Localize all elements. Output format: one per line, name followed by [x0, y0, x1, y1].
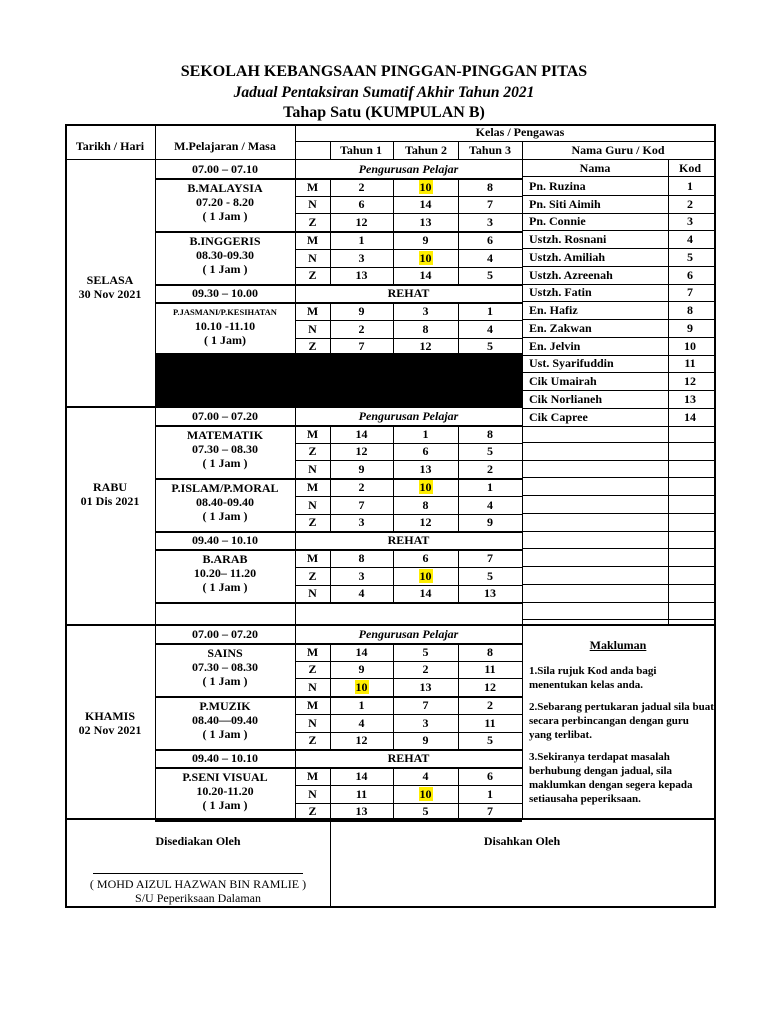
grid-line — [393, 643, 394, 696]
teacher-kod: 14 — [684, 409, 696, 424]
grid-line — [66, 624, 522, 626]
grid-line — [155, 602, 522, 604]
day-rabu — [81, 480, 140, 508]
tahun2-cell: 10 — [419, 568, 432, 583]
subject-line: ( 1 Jam ) — [202, 262, 248, 276]
tahun3-cell: 6 — [487, 232, 493, 247]
class-code: N — [308, 462, 317, 477]
tahun2-cell: 8 — [422, 497, 429, 512]
subject-line: 10.20-11.20 — [196, 784, 254, 798]
tahun2-cell: 10 — [419, 786, 432, 801]
tahun2-cell: 5 — [422, 644, 429, 659]
teacher-name: Cik Capree — [529, 409, 588, 424]
class-code: Z — [308, 568, 317, 583]
session-label: REHAT — [387, 533, 430, 548]
document-title: Jadual Pentaksiran Sumatif Akhir Tahun 2021 — [233, 84, 535, 101]
signature-line — [93, 873, 303, 874]
tahun2-cell: 13 — [419, 680, 432, 695]
tahun3-cell: 7 — [487, 804, 493, 819]
tahun3-cell: 5 — [487, 444, 493, 459]
class-code: Z — [308, 733, 317, 748]
grid-line — [458, 767, 459, 820]
tahun1-cell: 10 — [355, 680, 368, 695]
grid-line — [155, 549, 522, 551]
grid-line — [66, 159, 714, 160]
class-code: Z — [308, 339, 317, 354]
tahun3-cell: 2 — [487, 697, 493, 712]
teacher-name: Ustzh. Rosnani — [529, 232, 607, 247]
grid-line — [295, 141, 714, 142]
grid-line — [155, 425, 522, 427]
class-code: N — [308, 250, 317, 265]
class-code: Z — [308, 215, 317, 230]
tahun2-cell: 14 — [419, 268, 432, 283]
subject-line: ( 1 Jam ) — [202, 509, 248, 523]
teacher-kod: 7 — [687, 285, 693, 300]
tahun3-cell: 5 — [487, 268, 493, 283]
subject-line: MATEMATIK — [186, 427, 264, 442]
session-label: REHAT — [387, 751, 430, 766]
tahun1-cell: 1 — [358, 697, 365, 712]
tahun3-cell: 4 — [487, 497, 493, 512]
tahun1-cell: 9 — [358, 662, 365, 677]
subject-line: P.MUZIK — [199, 699, 251, 713]
class-code: M — [306, 550, 319, 565]
tahun1-cell: 1 — [358, 232, 365, 247]
class-code: N — [308, 715, 317, 730]
col-guru-header: Nama Guru / Kod — [571, 143, 665, 157]
day-name: RABU — [92, 480, 128, 494]
session-time: 07.00 – 07.10 — [192, 161, 258, 176]
grid-line — [522, 213, 714, 214]
grid-line — [330, 141, 331, 159]
class-code: M — [306, 426, 319, 441]
tahun2-cell: 4 — [422, 768, 429, 783]
tahun2-cell: 1 — [422, 426, 429, 441]
tahun3-cell: 5 — [487, 733, 493, 748]
teacher-kod: 9 — [687, 320, 693, 335]
teacher-name: En. Zakwan — [529, 320, 592, 335]
grid-line — [522, 230, 714, 231]
grid-line — [522, 584, 714, 585]
tahun1-cell: 6 — [358, 197, 365, 212]
tahun3-cell: 6 — [487, 768, 493, 783]
grid-line — [393, 141, 394, 159]
class-code: N — [308, 586, 317, 601]
grid-line — [330, 549, 331, 602]
grid-line — [458, 141, 459, 159]
session-label: Pengurusan Pelajar — [358, 626, 459, 641]
subject-line: 10.10 -11.10 — [194, 319, 256, 333]
tahun3-cell: 13 — [484, 586, 496, 601]
grid-line — [330, 178, 331, 231]
tahun1-cell: 12 — [355, 733, 368, 748]
grid-line — [522, 372, 714, 373]
grid-line — [522, 602, 714, 603]
tahun1-cell: 3 — [358, 568, 365, 583]
subject-line: 08.40—09.40 — [192, 713, 258, 727]
subject-line: ( 1 Jam ) — [202, 455, 248, 470]
teacher-name: Ustzh. Amiliah — [529, 249, 606, 264]
class-code: M — [306, 232, 319, 247]
tahun3-cell: 1 — [487, 303, 493, 318]
grid-line — [393, 425, 394, 478]
subject-line: P.JASMANI/P.KESIHATAN — [173, 307, 277, 317]
grid-line — [393, 178, 394, 231]
tahun3-cell: 8 — [487, 644, 493, 659]
tahun1-cell: 7 — [358, 497, 365, 512]
tahun1-cell: 7 — [358, 339, 365, 354]
tahun2-cell: 10 — [419, 250, 432, 265]
subject-line: SAINS — [207, 645, 243, 660]
grid-line — [155, 302, 522, 304]
grid-line — [393, 478, 394, 531]
subject-line: B.INGGERIS — [189, 234, 261, 248]
col-nama-header: Nama — [579, 161, 611, 175]
class-code: N — [308, 197, 317, 212]
session-label: REHAT — [387, 286, 430, 301]
class-code: Z — [308, 268, 317, 283]
tahun2-cell: 10 — [419, 179, 432, 194]
teacher-name: Cik Norlianeh — [529, 391, 603, 406]
grid-line — [155, 478, 522, 480]
col-kelas-header: Kelas / Pengawas — [475, 125, 565, 139]
grid-line — [393, 549, 394, 602]
class-code: Z — [308, 804, 317, 819]
class-code: M — [306, 768, 319, 783]
teacher-name: Ustzh. Fatin — [529, 285, 592, 300]
day-name: KHAMIS — [84, 709, 136, 723]
school-name: SEKOLAH KEBANGSAAN PINGGAN-PINGGAN PITAS — [180, 63, 588, 80]
tahun3-cell: 1 — [487, 786, 493, 801]
teacher-kod: 3 — [687, 214, 693, 229]
grid-line — [522, 266, 714, 267]
tahun2-cell: 2 — [422, 662, 429, 677]
grid-line — [668, 424, 669, 624]
grid-line — [522, 284, 714, 285]
teacher-kod: 12 — [684, 374, 696, 389]
class-code: Z — [308, 444, 317, 459]
tahun3-cell: 5 — [487, 568, 493, 583]
tahun1-cell: 2 — [358, 321, 365, 336]
grid-line — [458, 231, 459, 284]
grid-line — [522, 619, 714, 620]
class-code: M — [306, 697, 319, 712]
subject-line: ( 1 Jam ) — [202, 727, 248, 741]
tahun2-cell: 10 — [419, 479, 432, 494]
grid-line — [155, 696, 522, 698]
tahun1-cell: 13 — [355, 804, 368, 819]
tahun3-cell: 5 — [487, 339, 493, 354]
teacher-name: En. Hafiz — [529, 303, 578, 318]
grid-line — [522, 548, 714, 549]
day-date: 02 Nov 2021 — [78, 723, 142, 737]
teacher-name: En. Jelvin — [529, 338, 581, 353]
tahun3-cell: 11 — [484, 715, 496, 730]
subject-line: B.ARAB — [202, 552, 248, 566]
tahun1-cell: 3 — [358, 515, 365, 530]
subject-line: ( 1 Jam) — [204, 333, 246, 347]
col-date-header: Tarikh / Hari — [75, 139, 145, 153]
note-3: 3.Sekiranya terdapat masalah berhubung dengan jadual, sila maklumkan dengan segera kepada setiausaha peperiksaan. — [529, 751, 693, 805]
grid-line — [155, 643, 522, 645]
grid-line — [522, 566, 714, 567]
session-time: 09.40 – 10.10 — [192, 533, 258, 548]
grid-line — [458, 696, 459, 749]
class-code: Z — [308, 662, 317, 677]
col-kod-header: Kod — [678, 161, 702, 175]
grid-line — [393, 302, 394, 355]
subject-line: B.MALAYSIA — [187, 180, 263, 195]
grid-line — [458, 643, 459, 696]
teacher-kod: 2 — [687, 196, 693, 211]
subject-line: 07.30 – 08.30 — [192, 441, 258, 456]
prepared-by-label: Disediakan Oleh — [155, 834, 241, 848]
grid-line — [330, 643, 331, 696]
col-tahun3-header: Tahun 3 — [469, 143, 511, 157]
tahun1-cell: 4 — [358, 586, 365, 601]
day-name: SELASA — [86, 273, 134, 287]
teacher-name: Pn. Connie — [529, 214, 586, 229]
subject-line: 08.30-09.30 — [196, 248, 254, 262]
teacher-kod: 1 — [687, 178, 693, 193]
session-label: Pengurusan Pelajar — [358, 408, 459, 423]
grid-line — [458, 302, 459, 355]
tahun1-cell: 3 — [358, 250, 365, 265]
tahun2-cell: 3 — [422, 303, 429, 318]
grid-line — [522, 495, 714, 496]
teacher-kod: 10 — [684, 338, 696, 353]
tahun1-cell: 14 — [355, 426, 368, 441]
session-time: 09.40 – 10.10 — [192, 751, 258, 766]
tahun2-cell: 7 — [422, 697, 429, 712]
tahun3-cell: 8 — [487, 426, 493, 441]
class-code: M — [306, 179, 319, 194]
tahun3-cell: 9 — [487, 515, 493, 530]
day-date: 30 Nov 2021 — [78, 287, 142, 301]
tahun1-cell: 9 — [358, 462, 365, 477]
document-subtitle: Tahap Satu (KUMPULAN B) — [283, 104, 485, 121]
grid-line — [522, 408, 714, 409]
signatory-position: S/U Peperiksaan Dalaman — [135, 891, 261, 905]
class-code: N — [308, 497, 317, 512]
class-code: M — [306, 303, 319, 318]
grid-line — [522, 301, 714, 302]
tahun1-cell: 12 — [355, 444, 368, 459]
tahun3-cell: 7 — [487, 197, 493, 212]
tahun3-cell: 12 — [484, 680, 496, 695]
tahun3-cell: 4 — [487, 321, 493, 336]
teacher-name: Ustzh. Azreenah — [529, 267, 613, 282]
teacher-kod: 6 — [687, 267, 693, 282]
teacher-kod: 4 — [687, 232, 693, 247]
class-code: N — [308, 786, 317, 801]
tahun2-cell: 13 — [419, 462, 432, 477]
approved-by-label: Disahkan Oleh — [483, 834, 561, 848]
tahun2-cell: 13 — [419, 215, 432, 230]
grid-line — [522, 248, 714, 249]
note-2: 2.Sebarang pertukaran jadual sila buat secara perbincangan dengan guru yang terlibat. — [529, 701, 714, 741]
tahun1-cell: 11 — [355, 786, 368, 801]
teacher-kod: 8 — [687, 303, 693, 318]
session-time: 07.00 – 07.20 — [192, 408, 258, 423]
subject-line: 08.40-09.40 — [196, 495, 254, 509]
teacher-name: Pn. Ruzina — [529, 178, 586, 193]
subject-line: ( 1 Jam ) — [202, 580, 248, 594]
tahun2-cell: 12 — [419, 339, 432, 354]
tahun3-cell: 8 — [487, 179, 493, 194]
teacher-kod: 5 — [687, 249, 693, 264]
day-khamis — [79, 709, 142, 737]
grid-line — [458, 478, 459, 531]
class-code: M — [306, 644, 319, 659]
grid-line — [522, 442, 714, 443]
grid-line — [330, 302, 331, 355]
teacher-kod: 11 — [684, 356, 696, 371]
grid-line — [522, 624, 714, 626]
grid-line — [522, 195, 714, 196]
col-subject-header: M.Pelajaran / Masa — [174, 139, 276, 153]
tahun1-cell: 4 — [358, 715, 365, 730]
grid-line — [458, 549, 459, 602]
col-tahun2-header: Tahun 2 — [405, 143, 447, 157]
blacked-out-area — [155, 353, 523, 407]
tahun2-cell: 6 — [422, 550, 429, 565]
tahun2-cell: 9 — [422, 733, 429, 748]
tahun3-cell: 4 — [487, 250, 493, 265]
tahun2-cell: 8 — [422, 321, 429, 336]
teacher-name: Ust. Syarifuddin — [529, 356, 614, 371]
grid-line — [393, 696, 394, 749]
tahun2-cell: 3 — [422, 715, 429, 730]
day-selasa — [79, 273, 142, 301]
grid-line — [522, 426, 714, 427]
teacher-name: Cik Umairah — [529, 374, 597, 389]
tahun2-cell: 12 — [419, 515, 432, 530]
subject-line: P.ISLAM/P.MORAL — [171, 481, 279, 495]
subject-line: ( 1 Jam ) — [202, 798, 248, 812]
class-code: N — [308, 321, 317, 336]
teacher-name: Pn. Siti Aimih — [529, 196, 601, 211]
tahun1-cell: 8 — [358, 550, 365, 565]
signatory-name: ( MOHD AIZUL HAZWAN BIN RAMLIE ) — [89, 877, 307, 891]
tahun2-cell: 5 — [422, 804, 429, 819]
tahun1-cell: 2 — [358, 179, 365, 194]
tahun1-cell: 2 — [358, 479, 365, 494]
tahun1-cell: 14 — [355, 644, 368, 659]
teacher-kod: 13 — [684, 391, 696, 406]
tahun2-cell: 6 — [422, 444, 429, 459]
tahun3-cell: 2 — [487, 462, 493, 477]
grid-line — [330, 696, 331, 749]
grid-line — [155, 767, 522, 769]
class-code: Z — [308, 515, 317, 530]
grid-line — [458, 178, 459, 231]
tahun1-cell: 9 — [358, 303, 365, 318]
grid-line — [522, 390, 714, 391]
grid-line — [522, 319, 714, 320]
grid-line — [393, 767, 394, 820]
grid-line — [522, 460, 714, 461]
grid-line — [155, 125, 156, 818]
tahun3-cell: 11 — [484, 662, 496, 677]
tahun3-cell: 1 — [487, 479, 493, 494]
day-date: 01 Dis 2021 — [80, 494, 140, 508]
grid-line — [330, 425, 331, 478]
tahun2-cell: 9 — [422, 232, 429, 247]
tahun2-cell: 14 — [419, 197, 432, 212]
grid-line — [522, 141, 523, 818]
grid-line — [330, 478, 331, 531]
tahun1-cell: 14 — [355, 768, 368, 783]
tahun2-cell: 14 — [419, 586, 432, 601]
grid-line — [330, 231, 331, 284]
grid-line — [155, 231, 522, 233]
grid-line — [393, 231, 394, 284]
grid-line — [668, 159, 669, 424]
grid-line — [522, 531, 714, 532]
col-tahun1-header: Tahun 1 — [340, 143, 382, 157]
grid-line — [330, 767, 331, 820]
class-code: N — [308, 680, 317, 695]
session-label: Pengurusan Pelajar — [358, 161, 459, 176]
session-time: 07.00 – 07.20 — [192, 626, 258, 641]
grid-line — [458, 425, 459, 478]
grid-line — [522, 513, 714, 514]
subject-line: ( 1 Jam ) — [202, 208, 248, 223]
grid-line — [155, 178, 522, 180]
subject-line: 07.20 - 8.20 — [196, 194, 254, 209]
grid-line — [522, 477, 714, 478]
subject-line: P.SENI VISUAL — [182, 770, 268, 784]
grid-line — [155, 820, 522, 822]
subject-line: ( 1 Jam ) — [202, 673, 248, 688]
note-1: 1.Sila rujuk Kod anda bagi menentukan kelas anda. — [529, 665, 657, 691]
session-time: 09.30 – 10.00 — [192, 286, 258, 301]
class-code: M — [306, 479, 319, 494]
tahun1-cell: 13 — [355, 268, 368, 283]
subject-line: 10.20– 11.20 — [193, 566, 257, 580]
tahun1-cell: 12 — [355, 215, 368, 230]
tahun3-cell: 7 — [487, 550, 493, 565]
grid-line — [522, 176, 714, 177]
subject-line: 07.30 – 08.30 — [192, 659, 258, 674]
tahun3-cell: 3 — [487, 215, 493, 230]
grid-line — [522, 337, 714, 338]
notes-title: Makluman — [589, 638, 647, 652]
grid-line — [522, 355, 714, 356]
grid-line — [330, 818, 331, 906]
